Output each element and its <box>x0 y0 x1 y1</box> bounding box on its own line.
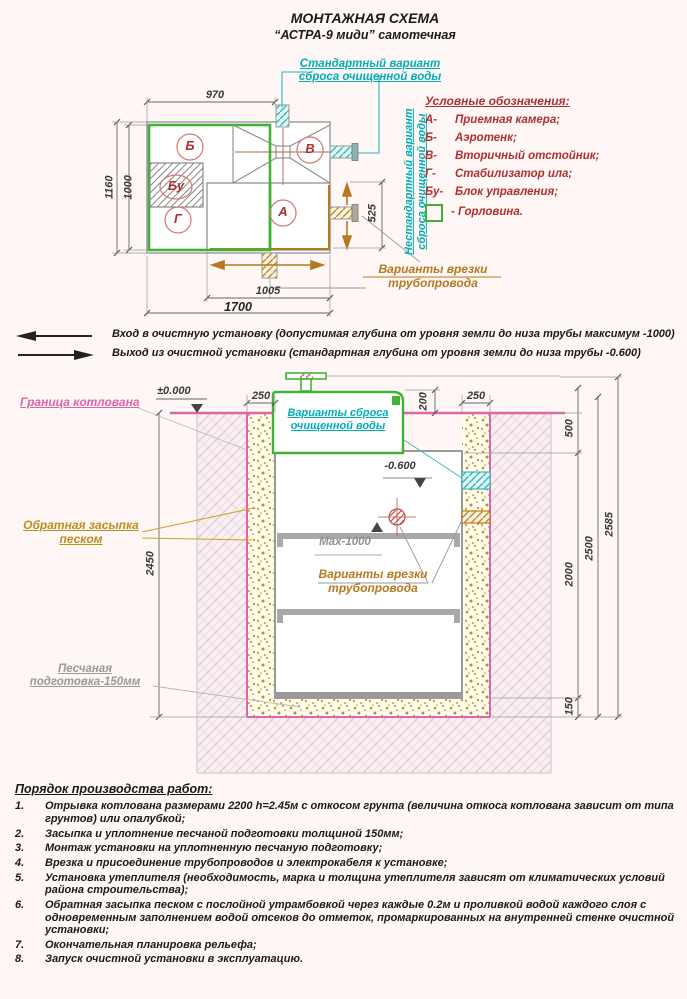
inlet-note: Вход в очистную установку (допустимая глубина от уровня земли до низа трубы максимум -1000) <box>112 328 675 340</box>
legend-label: Блок управления; <box>455 186 559 199</box>
dim-1005: 1005 <box>255 285 281 297</box>
procedure-item <box>15 899 675 937</box>
legend-key: А- <box>425 114 438 127</box>
sand-base-label: Песчаная подготовка-150мм <box>29 663 141 689</box>
dim-500: 500 <box>563 419 576 438</box>
backfill-label: Обратная засыпка песком <box>23 518 139 546</box>
legend-label: Приемная камера; <box>455 114 561 127</box>
plan-pipe-insertion-label: Варианты врезки трубопровода <box>378 262 488 290</box>
procedure-num: 3. <box>15 842 25 855</box>
dim-2450: 2450 <box>144 551 157 576</box>
legend-label: Стабилизатор ила; <box>455 168 573 181</box>
procedure-text: Установка утеплителя (необходимость, марка и толщина утеплителя зависят от климатических условий района строительства); <box>45 871 665 897</box>
procedure-text: Врезка и присоединение трубопроводов и электрокабеля к установке; <box>45 856 448 869</box>
procedure-item <box>15 857 675 870</box>
procedure-title: Порядок производства работ: <box>15 782 213 796</box>
section-pipe-insertion-label: Варианты врезки трубопровода <box>318 567 428 595</box>
legend-item-bu <box>425 184 677 202</box>
procedure-text: Окончательная планировка рельефа; <box>45 938 257 951</box>
dim-250-right: 250 <box>466 390 486 402</box>
procedure-text: Засыпка и уплотнение песчаной подготовки толщиной 150мм; <box>45 827 404 840</box>
legend-key: Г- <box>425 168 436 181</box>
legend-key: Бу- <box>425 186 444 199</box>
section-letter-a: А <box>278 204 288 219</box>
procedure-text: Монтаж установки на уплотненную песчаную подготовку; <box>45 842 383 855</box>
level-0600-label: -0.600 <box>384 460 416 472</box>
max-1000-label: Max-1000 <box>319 536 371 548</box>
dim-150: 150 <box>563 697 576 716</box>
procedure-item <box>15 842 675 855</box>
legend-key: В- <box>425 150 438 163</box>
legend-item-neck <box>425 202 677 224</box>
legend-item-v <box>425 148 677 166</box>
procedure-num: 6. <box>15 898 25 911</box>
page-title: МОНТАЖНАЯ СХЕМА <box>290 10 440 26</box>
procedure-num: 8. <box>15 953 25 966</box>
legend <box>425 95 677 224</box>
dim-1000: 1000 <box>122 175 135 200</box>
dim-970: 970 <box>205 89 225 101</box>
procedure-item <box>15 939 675 952</box>
procedure-item <box>15 872 675 897</box>
dim-200: 200 <box>417 392 430 411</box>
page-subtitle: “АСТРА-9 миди” самотечная <box>274 28 456 42</box>
outlet-note: Выход из очистной установки (стандартная глубина от уровня земли до низа трубы -0.600) <box>112 347 641 359</box>
dim-1700: 1700 <box>224 300 252 314</box>
standard-discharge-label: Стандартный вариант сброса очищенной воды <box>298 58 442 84</box>
dim-525: 525 <box>366 204 379 223</box>
inlet-arrow <box>16 331 92 341</box>
legend-item-g <box>425 166 677 184</box>
section-letter-g: Г <box>174 211 182 226</box>
legend-title: Условные обозначения: <box>425 94 570 108</box>
dim-1160: 1160 <box>103 175 116 200</box>
neck-square-icon <box>425 204 443 222</box>
section-letter-bu: Бу <box>167 178 185 193</box>
dim-2500: 2500 <box>583 536 596 561</box>
discharge-options-label: Варианты сброса очищенной воды <box>287 407 389 432</box>
legend-key: Б- <box>425 132 437 145</box>
procedure-text: Запуск очистной установки в эксплуатацию. <box>45 953 304 966</box>
procedure-text: Отрывка котлована размерами 2200 h=2.45м с откосом грунта (величина откоса котлована зависит от типа грунтов) или опалубкой; <box>45 800 674 826</box>
procedure-num: 4. <box>15 856 25 869</box>
section-letter-v: В <box>305 141 315 156</box>
procedure-item <box>15 800 675 825</box>
section-letter-b: Б <box>185 138 195 153</box>
procedure-item <box>15 828 675 841</box>
outlet-arrow <box>18 350 94 360</box>
procedure-text: Обратная засыпка песком с послойной утрамбовкой через каждые 0.2м и проливкой водой каждого слоя с одновременным заполнением водой отсеков до отметок, промаркированных на внутренней стенке очистной установки; <box>45 898 675 937</box>
legend-label: Аэротенк; <box>455 132 517 145</box>
procedure-item <box>15 953 675 966</box>
legend-item-a <box>425 112 677 130</box>
procedure-num: 5. <box>15 871 25 884</box>
legend-item-b <box>425 130 677 148</box>
procedure-num: 2. <box>15 827 25 840</box>
legend-label: Вторичный отстойник; <box>455 150 600 163</box>
dim-250-left: 250 <box>251 390 271 402</box>
zero-level-label: ±0.000 <box>157 385 191 397</box>
pit-boundary-label: Граница котлована <box>20 395 140 409</box>
dim-2585: 2585 <box>603 512 616 537</box>
nonstandard-discharge-label: Нестандартный вариант сброса очищенной воды <box>402 108 428 255</box>
procedure-num: 7. <box>15 938 25 951</box>
dim-2000: 2000 <box>563 562 576 587</box>
legend-label: - Горловина. <box>451 206 523 219</box>
procedure-section <box>15 782 675 968</box>
procedure-num: 1. <box>15 800 25 813</box>
